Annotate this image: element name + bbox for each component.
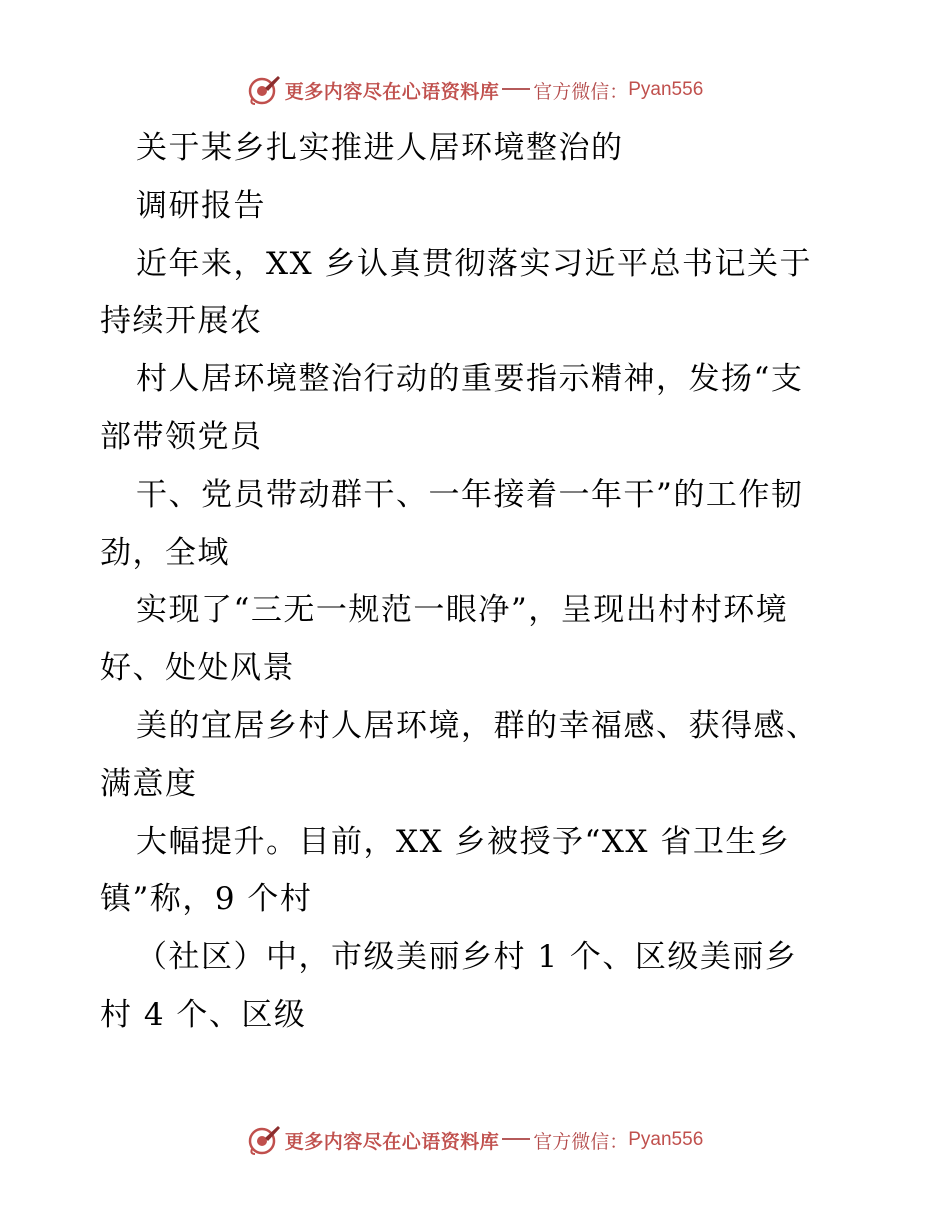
document-body [100, 120, 860, 1045]
banner-divider [502, 1138, 530, 1140]
doc-line: 持续开展农 [100, 303, 263, 340]
banner-wechat-id: Pyan556 [628, 1129, 704, 1150]
doc-line: 好、处处风景 [100, 650, 295, 687]
doc-line: （社区）中，市级美丽乡村 1 个、区级美丽乡 [136, 939, 798, 976]
doc-line: 大幅提升。目前，XX 乡被授予“XX 省卫生乡 [136, 823, 791, 860]
doc-line: 村人居环境整治行动的重要指示精神，发扬“支 [136, 361, 804, 398]
footer-banner [0, 1120, 950, 1160]
doc-line: 干、党员带动群干、一年接着一年干”的工作韧 [136, 476, 804, 513]
doc-line: 部带领党员 [100, 418, 263, 455]
banner-text: 更多内容尽在心语资料库 [284, 80, 500, 103]
doc-line: 村 4 个、区级 [100, 996, 307, 1033]
banner-text: 更多内容尽在心语资料库 [284, 1130, 500, 1153]
banner-suffix: 官方微信： [533, 80, 629, 103]
pen-logo-icon [247, 73, 281, 107]
doc-line: 关于某乡扎实推进人居环境整治的 [136, 130, 624, 166]
pen-logo-icon [247, 1123, 281, 1157]
header-banner [0, 70, 950, 110]
doc-line: 近年来，XX 乡认真贯彻落实习近平总书记关于 [136, 245, 812, 282]
doc-line: 实现了“三无一规范一眼净”，呈现出村村环境 [136, 592, 789, 629]
doc-line: 美的宜居乡村人居环境，群的幸福感、获得感、 [136, 707, 819, 744]
doc-line: 调研报告 [136, 187, 266, 224]
banner-divider [502, 88, 530, 90]
doc-line: 镇”称，9 个村 [100, 881, 313, 918]
banner-wechat-id: Pyan556 [628, 79, 704, 100]
doc-line: 劲，全域 [100, 534, 230, 571]
doc-line: 满意度 [100, 765, 198, 802]
banner-suffix: 官方微信： [533, 1130, 629, 1153]
